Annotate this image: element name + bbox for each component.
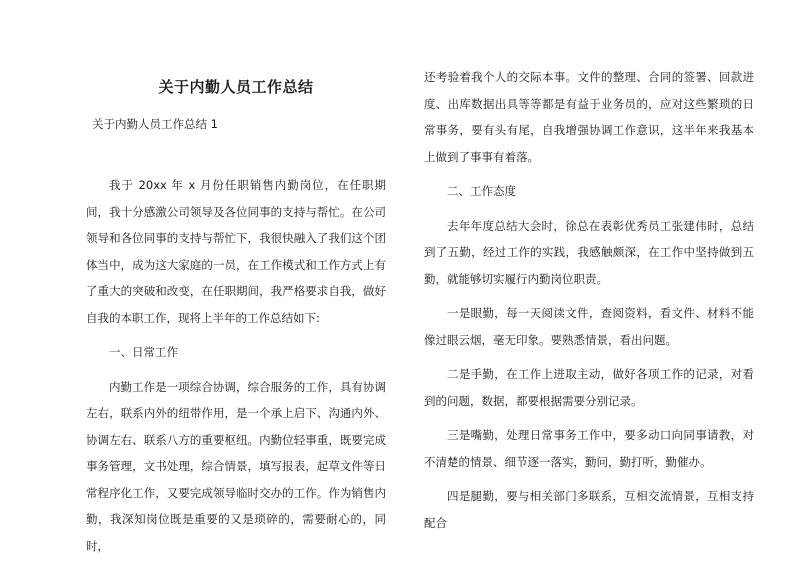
daily-work-paragraph: 内勤工作是一项综合协调，综合服务的工作，具有协调左右，联系内外的纽带作用，是一个承上启下、沟通内外、协调左右、联系八方的重要枢纽。内勤位轻事重，既要完成事务管理，文书处理，综合情景，填写报表，起草文件等日常程序化工作，又要完成领导临时交办的工作。作为销售内勤，我深知岗位既是重要的又是琐碎的，需要耐心的，同时， (86, 379, 386, 553)
hand-diligence-paragraph: 二是手勤，在工作上进取主动，做好各项工作的记录，对看到的问题，数据，都要根据需要分别记录。 (424, 367, 754, 408)
leg-diligence-paragraph: 四是腿勤，要与相关部门多联系，互相交流情景，互相支持配合 (424, 489, 754, 530)
left-body (86, 172, 386, 559)
document-subtitle: 关于内勤人员工作总结 1 (92, 117, 218, 131)
document-title: 关于内勤人员工作总结 (158, 78, 314, 96)
intro-paragraph: 我于 20xx 年 x 月份任职销售内勤岗位，在任职期间，我十分感激公司领导及各位同事的支持与帮忙。在公司领导和各位同事的支持与帮忙下，我很快融入了我们这个团体当中，成为这大家庭的一员，在工作模式和工作方式上有了重大的突破和改变，在任职期间，我严格要求自我，做好自我的本职工作，现将上半年的工作总结如下: (86, 178, 386, 325)
right-body (424, 64, 754, 536)
five-diligence-paragraph: 去年年度总结大会时，徐总在表彰优秀员工张建伟时，总结到了五勤，经过工作的实践，我感触颇深，在工作中坚持做到五勤，就能够切实履行内勤岗位职责。 (424, 218, 754, 286)
continued-paragraph: 还考验着我个人的交际本事。文件的整理、合同的签署、回款进度、出库数据出具等等都是有益于业务员的，应对这些繁琐的日常事务，要有头有尾，自我增强协调工作意识，这半年来我基本上做到了事事有着落。 (424, 70, 754, 164)
mouth-diligence-paragraph: 三是嘴勤，处理日常事务工作中，要多动口向同事请教，对不清楚的情景、细节逐一落实，勤问，勤打听，勤催办。 (424, 428, 754, 469)
eye-diligence-paragraph: 一是眼勤，每一天阅读文件，查阅资料，看文件、材料不能像过眼云烟，毫无印象。要熟悉情景，看出问题。 (424, 306, 754, 347)
section-heading-work-attitude: 二、工作态度 (447, 184, 516, 198)
section-heading-daily-work: 一、日常工作 (109, 345, 178, 359)
